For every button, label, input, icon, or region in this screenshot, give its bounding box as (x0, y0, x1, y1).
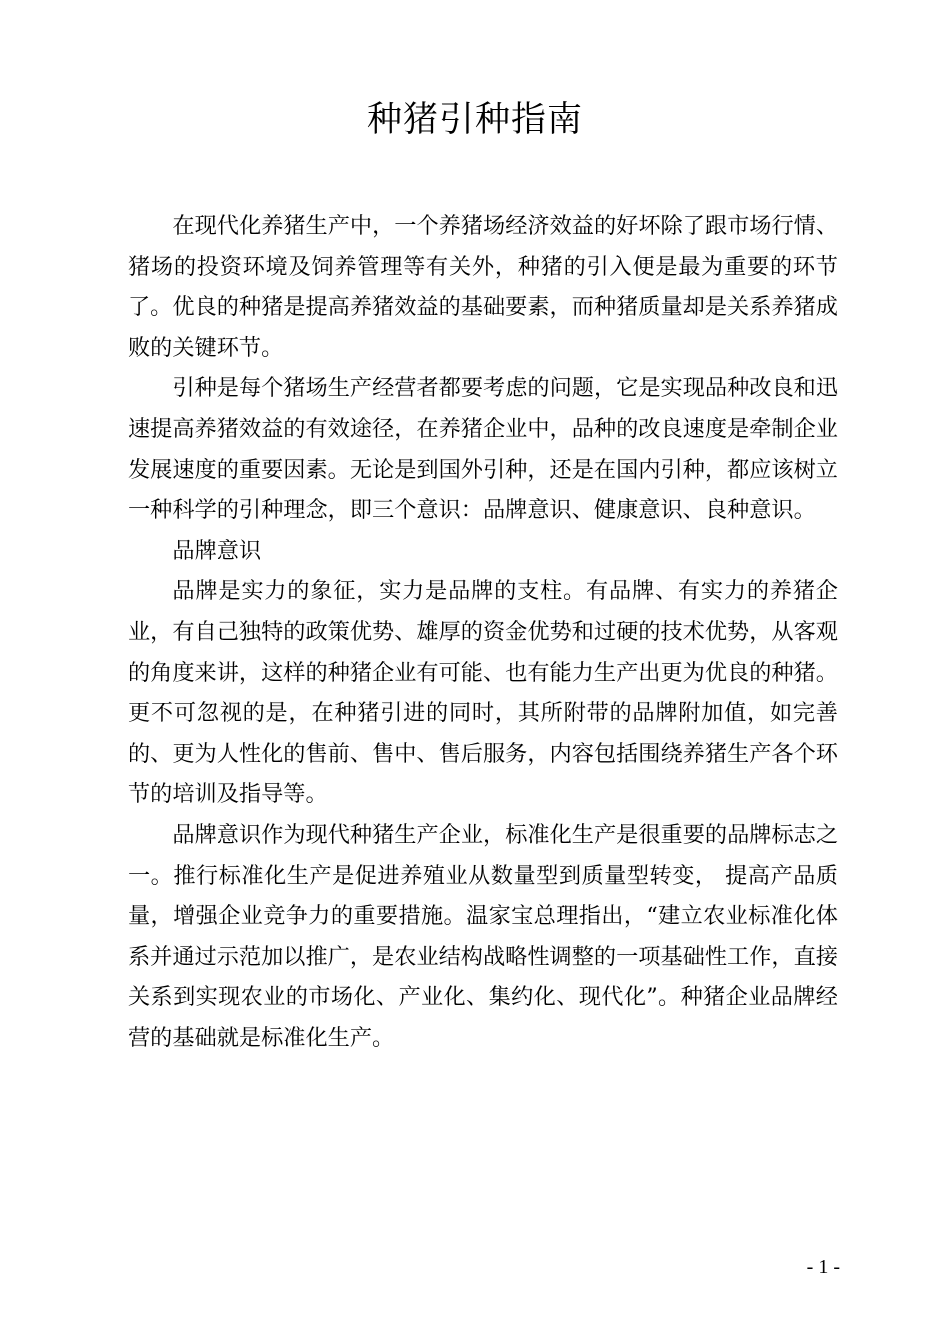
intro-paragraph-1: 在现代化养猪生产中，一个养猪场经济效益的好坏除了跟市场行情、猪场的投资环境及饲养管理等有关外，种猪的引入便是最为重要的环节了。优良的种猪是提高养猪效益的基础要素，而种猪质量却是关系养猪成败的关键环节。 (128, 213, 839, 361)
intro-paragraph-2: 引种是每个猪场生产经营者都要考虑的问题，它是实现品种改良和迅速提高养猪效益的有效途径，在养猪企业中，品种的改良速度是牵制企业发展速度的重要因素。无论是到国外引种，还是在国内引种，都应该树立一种科学的引种理念，即三个意识：品牌意识、健康意识、良种意识。 (128, 375, 839, 524)
body-text (128, 206, 838, 1058)
section-heading-brand-awareness: 品牌意识 (172, 537, 262, 564)
page-number: - 1 - (806, 1256, 840, 1278)
brand-paragraph-2: 品牌意识作为现代种猪生产企业，标准化生产是很重要的品牌标志之一。推行标准化生产是促进养殖业从数量型到质量型转变， 提高产品质量，增强企业竞争力的重要措施。温家宝总理指出，“建立农业标准化体系并通过示范加以推广，是农业结构战略性调整的一项基础性工作，直接关系到实现农业的市场化、产业化、集约化、现代化”。种猪企业品牌经营的基础就是标准化生产。 (128, 821, 839, 1051)
page-title: 种猪引种指南 (366, 100, 583, 140)
brand-paragraph-1: 品牌是实力的象征，实力是品牌的支柱。有品牌、有实力的养猪企业，有自己独特的政策优势、雄厚的资金优势和过硬的技术优势，从客观的角度来讲，这样的种猪企业有可能、也有能力生产出更为优良的种猪。更不可忽视的是，在种猪引进的同时，其所附带的品牌附加值，如完善的、更为人性化的售前、售中、售后服务，内容包括围绕养猪生产各个环节的培训及指导等。 (128, 578, 838, 808)
